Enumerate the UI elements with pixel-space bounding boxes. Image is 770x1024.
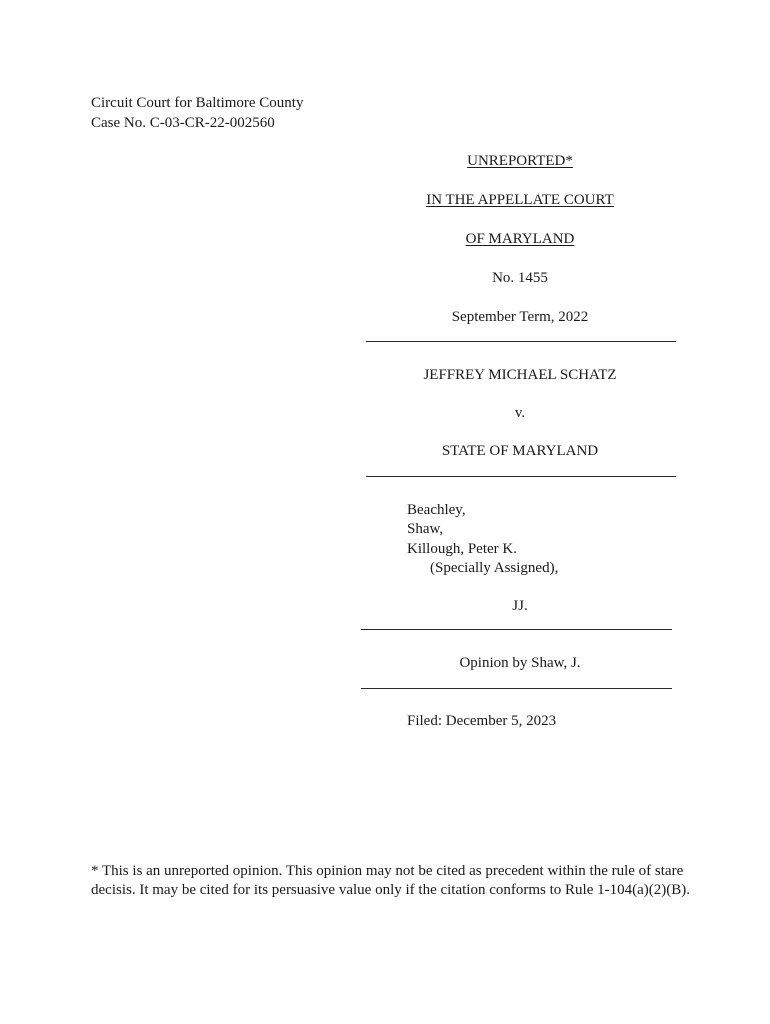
judge-3: Killough, Peter K. — [407, 541, 517, 557]
unreported-label: UNREPORTED* — [467, 153, 573, 169]
case-number: Case No. C-03-CR-22-002560 — [91, 115, 275, 131]
filed-date: Filed: December 5, 2023 — [407, 713, 557, 729]
judge-2: Shaw, — [407, 521, 444, 537]
divider — [361, 629, 672, 630]
judges-suffix: JJ. — [512, 598, 528, 614]
judge-1: Beachley, — [407, 502, 466, 518]
specially-assigned-note: (Specially Assigned), — [430, 560, 559, 576]
versus: v. — [514, 405, 526, 421]
divider — [366, 341, 676, 342]
unreported-footnote: * This is an unreported opinion. This opinion may not be cited as precedent within the rule of stare decisis. It may be cited for its persuasive value only if the citation conforms to Rule 1-104(a)(2)(B). — [91, 863, 690, 898]
appellate-court-line-2: OF MARYLAND — [465, 231, 575, 247]
appellee-name: STATE OF MARYLAND — [441, 443, 599, 459]
divider — [366, 476, 676, 477]
trial-court-name: Circuit Court for Baltimore County — [91, 95, 304, 111]
term: September Term, 2022 — [451, 309, 589, 325]
appellant-name: JEFFREY MICHAEL SCHATZ — [423, 367, 617, 383]
opinion-author: Opinion by Shaw, J. — [459, 655, 581, 671]
divider — [361, 688, 672, 689]
appeal-number: No. 1455 — [492, 270, 548, 286]
appellate-court-line-1: IN THE APPELLATE COURT — [426, 192, 614, 208]
